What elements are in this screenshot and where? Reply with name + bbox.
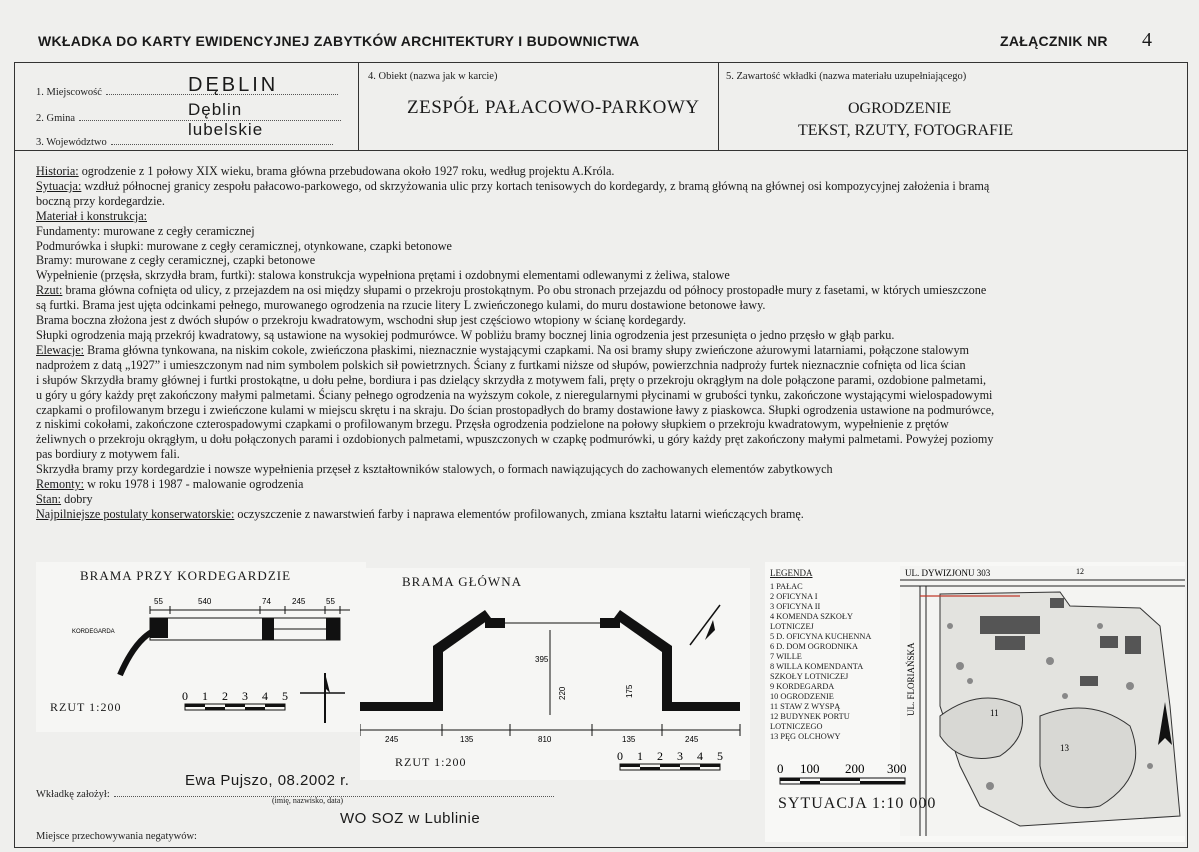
legend-item: 8 WILLA KOMENDANTA [770,662,864,671]
scale-number: 5 [282,689,288,703]
street-left-label: UL. FLORIAŃSKA [906,642,916,716]
rzut-text: brama główna cofnięta od ulicy, z przejazdem na osi między słupami o przekroju prostokątnym. Po obu stronach przejazdu od północy prostopadłe mury z fasetami, w których umieszczone [62,283,987,298]
legend-item: 5 D. OFICYNA KUCHENNA [770,632,872,641]
zalozyl-label: Wkładkę założył: [36,789,110,800]
scale-number: 0 [777,761,784,776]
map-number: 12 [1076,567,1084,576]
scale-number: 2 [657,749,663,763]
glowna-dim-label: 135 [622,735,636,744]
remonty-label: Remonty: [36,477,85,492]
legend-item: 3 OFICYNA II [770,602,821,611]
miejsce-row [36,826,566,852]
elewacje-line-8: pas bordiury z motywem fali. [36,447,180,462]
rzut-line-4: Słupki ogrodzenia mają przekrój kwadratowy, są ustawione na wysokiej podmurówce. W pobliżu bramy bocznej linia ogrodzenia jest przesunięta o jedno przęsło w głąb parku. [36,327,895,342]
remonty-line [36,477,1186,492]
glowna-scale-bar [615,748,735,778]
scale-number: 0 [182,689,188,703]
sytuacja-line [36,179,1186,194]
north-arrow-icon [300,668,350,728]
bramy-line: Bramy: murowane z cegły ceramicznej, czapki betonowe [36,253,316,268]
elewacje-label: Elewacje: [36,342,85,357]
sytuacja-text: wzdłuż północnej granicy zespołu pałacowo-parkowego, od skrzyżowania ulic przy kortach tenisowych do kordegardy, z bramą główną na głównej osi kompozycyjnej założenia i bramą [81,178,990,193]
legend-box [770,568,898,742]
attachment-label: ZAŁĄCZNIK NR [1000,33,1108,49]
gmina-label: 2. Gmina [36,113,76,124]
miejscowosc-value: DĘBLIN [188,74,279,96]
wypelnienie-line: Wypełnienie (przęsła, skrzydła bram, furtki): stalowa konstrukcja wypełniona prętami i ozdobnymi elementami odlewanymi z żeliwa, stalowe [36,268,730,283]
miejscowosc-label: 1. Miejscowość [36,87,102,98]
north-arrow-icon [685,600,725,650]
stan-label: Stan: [36,491,62,506]
header-box-divider-1 [358,62,359,150]
kordegarda-dim-label: 540 [198,597,212,606]
legend-item: 6 D. DOM OGRODNIKA [770,642,859,651]
description-text [36,164,1186,522]
postulaty-label: Najpilniejsze postulaty konserwatorskie: [36,506,235,521]
scale-number: 4 [697,749,703,763]
header-box-bottom-line [14,150,1188,151]
gmina-value: Dęblin [188,100,243,119]
kordegarda-dim-label: 55 [326,597,335,606]
legend-title: LEGENDA [770,568,813,578]
stan-text: dobry [61,491,93,506]
postulaty-text: oczyszczenie z nawarstwień farby i naprawa elementów profilowanych, zmiana kształtu latarni wieńczących bramę. [234,506,804,521]
legend-item: 2 OFICYNA I [770,592,818,601]
kordegarda-side-label: KORDEGARDA [72,629,115,635]
historia-line [36,164,1186,179]
map-number: 11 [990,708,999,718]
stan-line [36,492,1186,507]
legend-item: 4 KOMENDA SZKOŁY [770,612,853,621]
object-label: 4. Obiekt (nazwa jak w karcie) [368,71,498,82]
legend-item: LOTNICZEGO [770,722,823,731]
fundamenty-line: Fundamenty: murowane z cegły ceramicznej [36,223,255,238]
sytuacja-scale-bar [775,760,935,790]
elewacje-line-2: nadprożem z datą „1927” i umieszczonym nad nim symbolem polskich sił powietrznych. Ściany z furtkami niższe od słupów, powierzchnia nadproży furtek nieznacznie cofnięta od lica ścian [36,357,966,372]
elewacje-line [36,343,1186,358]
glowna-dim-label: 175 [625,684,634,698]
elewacje-line-6: z niskimi cokołami, zakończone czterospadowymi czapkami o profilowanym brzegu. Przęsła ogrodzenia podzielone na połowy słupkiem o przekroju kwadratowym, wypełnienie z prętów [36,417,949,432]
glowna-dim-label: 135 [460,735,474,744]
kordegarda-dim-label: 55 [154,597,163,606]
attachment-number: 4 [1142,29,1152,51]
legend-item: 9 KORDEGARDA [770,682,835,691]
legend-item: SZKOŁY LOTNICZEJ [770,672,849,681]
kordegarda-scale-label: RZUT 1:200 [50,700,122,714]
rzut-line-2: są furtki. Brama jest ujęta odcinkami pełnego, murowanego ogrodzenia na rzucie litery L zwieńczonego kulami, do muru dostawione betonowe ławy. [36,298,766,313]
wojewodztwo-value: lubelskie [188,120,264,139]
scale-number: 0 [617,749,623,763]
scale-number: 100 [800,761,820,776]
scale-number: 1 [637,749,643,763]
elewacje-line-3: i słupów Skrzydła bramy głównej i furtki prostokątne, u dołu pełne, bordiura i pas dzielący skrzydła z motywem fali, pręty o przekroju okrągłym na dole połączone parami, ozdobione palmetami, [36,372,987,387]
object-value: ZESPÓŁ PAŁACOWO-PARKOWY [407,97,700,118]
scale-number: 3 [677,749,683,763]
scale-number: 5 [717,749,723,763]
miejsce-value: WO SOZ w Lublinie [340,810,481,827]
content-value-line2: TEKST, RZUTY, FOTOGRAFIE [798,122,1014,139]
elewacje-line-4: u góry u góry każdy pręt zakończony małymi palmetami. Ściany pełnego ogrodzenia na wyższym cokole, z nieregularnymi płycinami w grubości tynku, zakończone wystającymi wielospadowymi [36,387,993,402]
scale-number: 1 [202,689,208,703]
remonty-text: w roku 1978 i 1987 - malowanie ogrodzenia [84,477,304,492]
kordegarda-scale-bar [180,688,300,718]
kordegarda-drawing-title: BRAMA PRZY KORDEGARDZIE [80,568,292,583]
material-label: Materiał i konstrukcja: [36,208,148,223]
wojewodztwo-label: 3. Województwo [36,137,107,148]
historia-label: Historia: [36,164,79,178]
street-top-label: UL. DYWIZJONU 303 [905,568,991,578]
sytuacja-label: Sytuacja: [36,178,82,193]
legend-item: LOTNICZEJ [770,622,814,631]
document-title: WKŁADKA DO KARTY EWIDENCYJNEJ ZABYTKÓW ARCHITEKTURY I BUDOWNICTWA [38,33,640,49]
scale-number: 200 [845,761,865,776]
glowna-dim-label: 395 [535,655,549,664]
elewacje-line-5: czapkami o profilowanym brzegu i zwieńczone kulami w miejscu skrętu i na skraju. Do ścian prostopadłych do bramy dostawione ławy z piaskowca. Słupki ogrodzenia ustawione na podmurówce, [36,402,995,417]
sytuacja-line-2: boczną przy kordegardzie. [36,193,165,208]
zalozyl-value: Ewa Pujszo, 08.2002 r. [185,772,350,789]
glowna-drawing-title: BRAMA GŁÓWNA [402,574,522,589]
rzut-line [36,283,1186,298]
glowna-dim-label: 220 [558,686,567,700]
skrzydla-line: Skrzydła bramy przy kordegardzie i nowsze wypełnienia przęseł z kształtowników stalowych, o formach nawiązujących do zachowanych elementów zabytkowych [36,462,833,477]
rzut-label: Rzut: [36,283,63,298]
elewacje-text: Brama główna tynkowana, na niskim cokole, zwieńczona płaskimi, nieznacznie wystającymi czapkami. Na osi bramy słupy zwieńczone ażurowymi latarniami, połączone stalowym [84,342,970,357]
legend-item: 7 WILLE [770,652,802,661]
miejsce-label: Miejsce przechowywania negatywów: [36,831,197,842]
zalozyl-hint: (imię, nazwisko, data) [272,796,344,805]
legend-item: 1 PAŁAC [770,582,803,591]
rzut-line-3: Brama boczna złożona jest z dwóch słupów o przekroju kwadratowym, wschodni słup jest częściowo wtopiony w ścianę kordegardy. [36,313,687,328]
site-plan-map [900,566,1185,836]
scale-number: 300 [887,761,907,776]
legend-item: 13 PĘG OLCHOWY [770,732,841,741]
content-label: 5. Zawartość wkładki (nazwa materiału uzupełniającego) [726,71,967,82]
scale-number: 3 [242,689,248,703]
glowna-dim-label: 245 [685,735,699,744]
postulaty-line [36,507,1186,522]
content-value-line1: OGRODZENIE [848,100,952,117]
north-arrow-icon [1150,700,1180,750]
legend-item: 10 OGRODZENIE [770,692,834,701]
elewacje-line-7: żeliwnych o przekroju okrągłym, u dołu połączonych parami i ozdobionych palmetami, wpuszczonych w czapkę podmurówki, u góry każdy pręt zakończony małymi palmetami. Powyżej poziomy [36,432,994,447]
scale-number: 4 [262,689,268,703]
kordegarda-dim-label: 245 [292,597,306,606]
location-box [36,72,351,148]
historia-text: ogrodzenie z 1 połowy XIX wieku, brama główna przebudowana około 1927 roku, według projektu A.Króla. [78,164,615,178]
legend-item: 11 STAW Z WYSPĄ [770,702,841,711]
glowna-scale-label: RZUT 1:200 [395,755,467,769]
kordegarda-dim-label: 74 [262,597,271,606]
podmurowka-line: Podmurówka i słupki: murowane z cegły ceramicznej, otynkowane, czapki betonowe [36,238,452,253]
sytuacja-scale-label: SYTUACJA 1:10 000 [778,795,937,812]
map-number: 13 [1060,743,1069,753]
glowna-dim-label: 810 [538,735,552,744]
legend-item: 12 BUDYNEK PORTU [770,712,850,721]
scale-number: 2 [222,689,228,703]
header-box-divider-2 [718,62,719,150]
glowna-dim-label: 245 [385,735,399,744]
